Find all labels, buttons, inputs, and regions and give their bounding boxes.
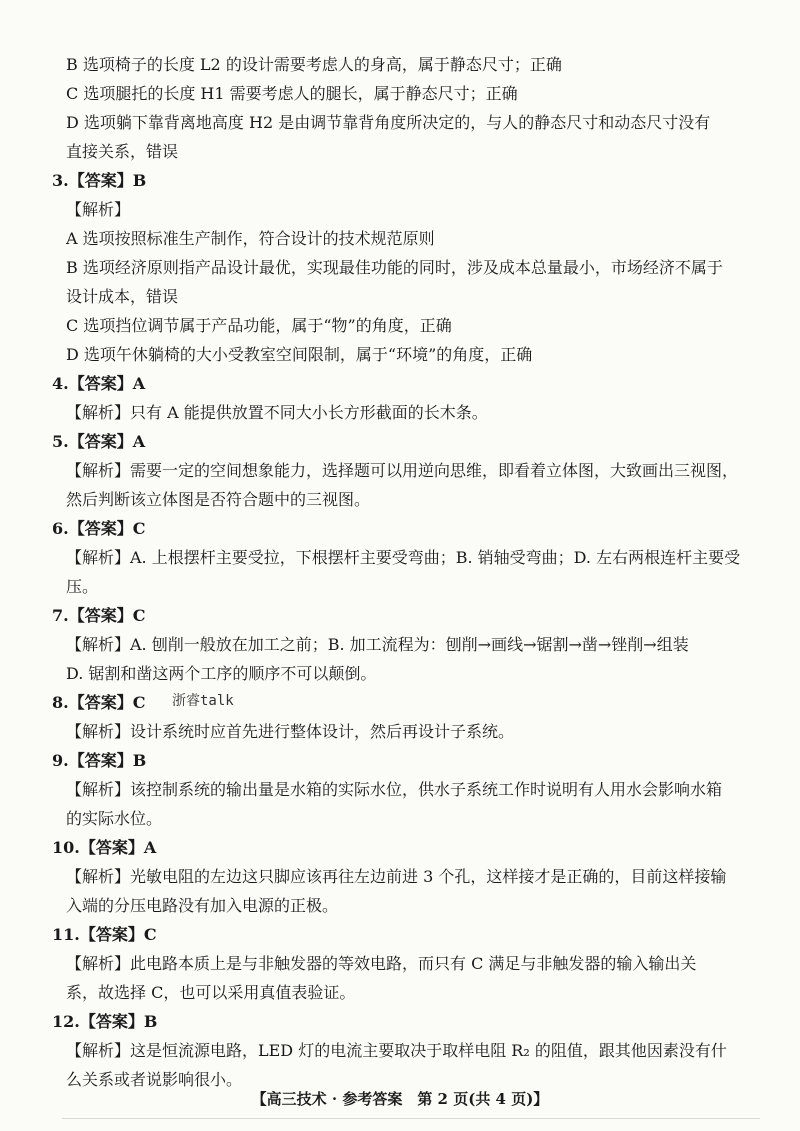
watermark-text: 浙睿talk — [172, 693, 234, 709]
text-line: C 选项挡位调节属于产品功能，属于“物”的角度，正确 — [66, 316, 452, 335]
text-line: 的实际水位。 — [66, 809, 163, 828]
answer-heading: 9.【答案】B — [52, 751, 147, 770]
text-line: 么关系或者说影响很小。 — [66, 1070, 243, 1089]
text-line: 然后判断该立体图是否符合题中的三视图。 — [66, 490, 371, 509]
text-line: 压。 — [66, 577, 99, 596]
text-line: 【解析】光敏电阻的左边这只脚应该再往左边前进 3 个孔，这样接才是正确的，目前这样接输 — [66, 867, 727, 886]
text-line: 设计成本，错误 — [66, 287, 179, 306]
answer-heading: 6.【答案】C — [52, 519, 146, 538]
answer-heading: 4.【答案】A — [52, 374, 146, 393]
text-line: B 选项经济原则指产品设计最优，实现最佳功能的同时，涉及成本总量最小，市场经济不属于 — [66, 258, 723, 277]
footer-rule — [62, 1118, 760, 1119]
answer-heading: 8.【答案】C — [52, 693, 146, 712]
answer-heading: 7.【答案】C — [52, 606, 146, 625]
text-line: A 选项按照标准生产制作，符合设计的技术规范原则 — [66, 229, 435, 248]
text-line: 【解析】A. 刨削一般放在加工之前；B. 加工流程为：刨削→画线→锯割→凿→锉削→组装 — [66, 635, 689, 654]
text-line: D 选项躺下靠背离地高度 H2 是由调节靠背角度所决定的，与人的静态尺寸和动态尺寸没有 — [66, 113, 711, 132]
text-line: 【解析】 — [66, 200, 131, 219]
text-line: C 选项腿托的长度 H1 需要考虑人的腿长，属于静态尺寸；正确 — [66, 84, 518, 103]
text-line: 【解析】只有 A 能提供放置不同大小长方形截面的长木条。 — [66, 403, 488, 422]
text-line: 系，故选择 C，也可以采用真值表验证。 — [66, 983, 356, 1002]
answer-heading: 3.【答案】B — [52, 171, 147, 190]
text-line: 【解析】这是恒流源电路，LED 灯的电流主要取决于取样电阻 R₂ 的阻值，跟其他因素没有什 — [66, 1041, 727, 1060]
text-line: 【解析】此电路本质上是与非触发器的等效电路，而只有 C 满足与非触发器的输入输出关 — [66, 954, 697, 973]
text-line: B 选项椅子的长度 L2 的设计需要考虑人的身高，属于静态尺寸；正确 — [66, 55, 562, 74]
text-line: 【解析】该控制系统的输出量是水箱的实际水位，供水子系统工作时说明有人用水会影响水箱 — [66, 780, 723, 799]
answer-heading: 12.【答案】B — [52, 1012, 158, 1031]
page-footer: 【高三技术 · 参考答案 第 2 页(共 4 页)】 — [251, 1090, 549, 1108]
answer-heading: 11.【答案】C — [52, 925, 157, 944]
text-line: D. 锯割和凿这两个工序的顺序不可以颠倒。 — [66, 664, 377, 683]
text-line: 【解析】A. 上根摆杆主要受拉，下根摆杆主要受弯曲；B. 销轴受弯曲；D. 左右两根连杆主要受 — [66, 548, 741, 567]
text-line: 【解析】需要一定的空间想象能力，选择题可以用逆向思维，即看着立体图，大致画出三视图， — [66, 461, 739, 480]
answer-heading: 10.【答案】A — [52, 838, 157, 857]
answer-page — [52, 50, 757, 1094]
text-line: D 选项午休躺椅的大小受教室空间限制，属于“环境”的角度，正确 — [66, 345, 533, 364]
text-line: 直接关系，错误 — [66, 142, 179, 161]
text-line: 入端的分压电路没有加入电源的正极。 — [66, 896, 339, 915]
text-line: 【解析】设计系统时应首先进行整体设计，然后再设计子系统。 — [66, 722, 515, 741]
answer-heading: 5.【答案】A — [52, 432, 146, 451]
